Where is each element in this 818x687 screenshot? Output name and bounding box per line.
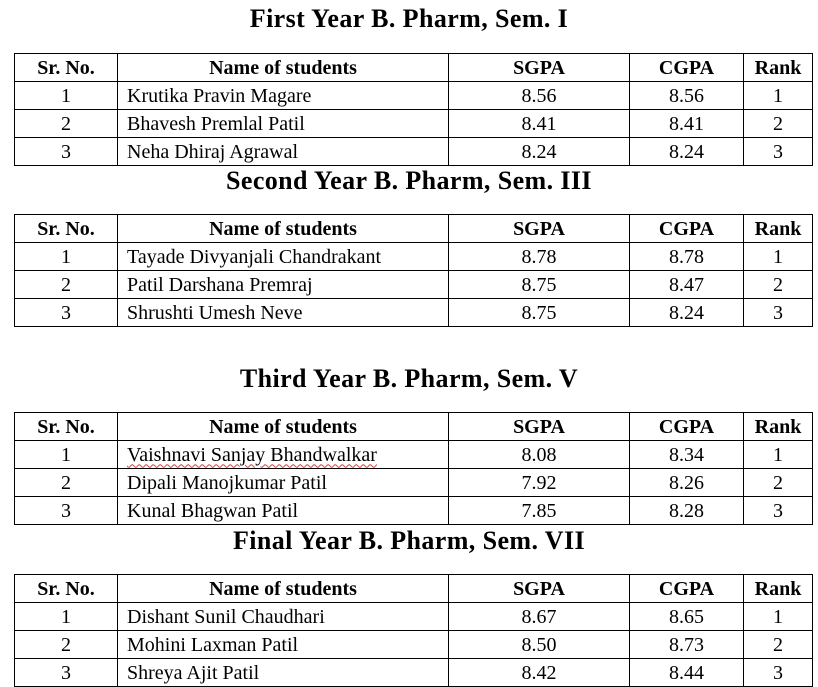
- results-table-first-year: [14, 53, 813, 166]
- header-sr-no: Sr. No.: [15, 575, 118, 603]
- spellcheck-underlined-name: Vaishnavi Sanjay Bhandwalkar: [127, 443, 377, 466]
- table-row: [15, 441, 813, 469]
- cell-sr-no: 2: [15, 469, 118, 497]
- results-table-third-year: [14, 412, 813, 525]
- cell-cgpa: 8.47: [630, 271, 744, 299]
- table-row: [15, 110, 813, 138]
- cell-cgpa: 8.24: [630, 138, 744, 166]
- table-row: [15, 299, 813, 327]
- table-header-row: [15, 215, 813, 243]
- table-row: [15, 497, 813, 525]
- header-sgpa: SGPA: [449, 413, 630, 441]
- cell-sgpa: 8.08: [449, 441, 630, 469]
- cell-rank: 3: [744, 659, 813, 687]
- cell-cgpa: 8.65: [630, 603, 744, 631]
- cell-rank: 3: [744, 138, 813, 166]
- table-header-row: [15, 54, 813, 82]
- cell-student-name: Kunal Bhagwan Patil: [118, 497, 449, 525]
- cell-sgpa: 8.24: [449, 138, 630, 166]
- cell-sgpa: 8.56: [449, 82, 630, 110]
- cell-student-name: Patil Darshana Premraj: [118, 271, 449, 299]
- table-row: [15, 271, 813, 299]
- cell-student-name: Dishant Sunil Chaudhari: [118, 603, 449, 631]
- header-sr-no: Sr. No.: [15, 54, 118, 82]
- header-rank: Rank: [744, 575, 813, 603]
- cell-rank: 3: [744, 299, 813, 327]
- cell-student-name: Mohini Laxman Patil: [118, 631, 449, 659]
- cell-cgpa: 8.24: [630, 299, 744, 327]
- cell-sgpa: 8.75: [449, 271, 630, 299]
- header-cgpa: CGPA: [630, 413, 744, 441]
- cell-rank: 2: [744, 110, 813, 138]
- cell-rank: 2: [744, 469, 813, 497]
- header-name: Name of students: [118, 54, 449, 82]
- header-cgpa: CGPA: [630, 215, 744, 243]
- cell-cgpa: 8.56: [630, 82, 744, 110]
- cell-student-name: Bhavesh Premlal Patil: [118, 110, 449, 138]
- cell-rank: 1: [744, 82, 813, 110]
- header-name: Name of students: [118, 575, 449, 603]
- cell-sr-no: 1: [15, 82, 118, 110]
- cell-rank: 1: [744, 243, 813, 271]
- header-name: Name of students: [118, 413, 449, 441]
- header-rank: Rank: [744, 413, 813, 441]
- header-sgpa: SGPA: [449, 215, 630, 243]
- cell-sgpa: 8.42: [449, 659, 630, 687]
- cell-student-name: [118, 441, 449, 469]
- header-sgpa: SGPA: [449, 54, 630, 82]
- cell-cgpa: 8.26: [630, 469, 744, 497]
- section-title-second-year: Second Year B. Pharm, Sem. III: [226, 166, 592, 195]
- cell-sgpa: 7.92: [449, 469, 630, 497]
- cell-cgpa: 8.34: [630, 441, 744, 469]
- cell-sgpa: 7.85: [449, 497, 630, 525]
- cell-sr-no: 3: [15, 659, 118, 687]
- cell-sgpa: 8.78: [449, 243, 630, 271]
- cell-sr-no: 2: [15, 110, 118, 138]
- results-table-second-year: [14, 214, 813, 327]
- table-row: [15, 659, 813, 687]
- results-table-final-year: [14, 574, 813, 687]
- cell-sr-no: 3: [15, 497, 118, 525]
- cell-sgpa: 8.50: [449, 631, 630, 659]
- cell-cgpa: 8.44: [630, 659, 744, 687]
- cell-cgpa: 8.41: [630, 110, 744, 138]
- cell-student-name: Neha Dhiraj Agrawal: [118, 138, 449, 166]
- cell-rank: 1: [744, 603, 813, 631]
- table-header-row: [15, 413, 813, 441]
- table-row: [15, 603, 813, 631]
- cell-cgpa: 8.28: [630, 497, 744, 525]
- header-rank: Rank: [744, 54, 813, 82]
- cell-sr-no: 3: [15, 299, 118, 327]
- header-sgpa: SGPA: [449, 575, 630, 603]
- section-title-final-year: Final Year B. Pharm, Sem. VII: [232, 526, 585, 555]
- cell-rank: 2: [744, 271, 813, 299]
- table-row: [15, 469, 813, 497]
- table-row: [15, 138, 813, 166]
- cell-sr-no: 2: [15, 271, 118, 299]
- cell-sr-no: 1: [15, 603, 118, 631]
- header-sr-no: Sr. No.: [15, 413, 118, 441]
- cell-sr-no: 3: [15, 138, 118, 166]
- header-sr-no: Sr. No.: [15, 215, 118, 243]
- cell-student-name: Krutika Pravin Magare: [118, 82, 449, 110]
- table-row: [15, 243, 813, 271]
- cell-student-name: Shreya Ajit Patil: [118, 659, 449, 687]
- cell-sgpa: 8.67: [449, 603, 630, 631]
- cell-rank: 1: [744, 441, 813, 469]
- section-title-third-year: Third Year B. Pharm, Sem. V: [239, 364, 579, 393]
- cell-sr-no: 2: [15, 631, 118, 659]
- table-row: [15, 82, 813, 110]
- cell-student-name: Dipali Manojkumar Patil: [118, 469, 449, 497]
- cell-student-name: Shrushti Umesh Neve: [118, 299, 449, 327]
- header-cgpa: CGPA: [630, 54, 744, 82]
- header-rank: Rank: [744, 215, 813, 243]
- table-header-row: [15, 575, 813, 603]
- header-cgpa: CGPA: [630, 575, 744, 603]
- cell-student-name: Tayade Divyanjali Chandrakant: [118, 243, 449, 271]
- cell-sr-no: 1: [15, 441, 118, 469]
- cell-cgpa: 8.78: [630, 243, 744, 271]
- cell-sgpa: 8.75: [449, 299, 630, 327]
- cell-rank: 3: [744, 497, 813, 525]
- cell-sr-no: 1: [15, 243, 118, 271]
- table-row: [15, 631, 813, 659]
- cell-cgpa: 8.73: [630, 631, 744, 659]
- cell-sgpa: 8.41: [449, 110, 630, 138]
- section-title-first-year: First Year B. Pharm, Sem. I: [249, 4, 569, 33]
- cell-rank: 2: [744, 631, 813, 659]
- header-name: Name of students: [118, 215, 449, 243]
